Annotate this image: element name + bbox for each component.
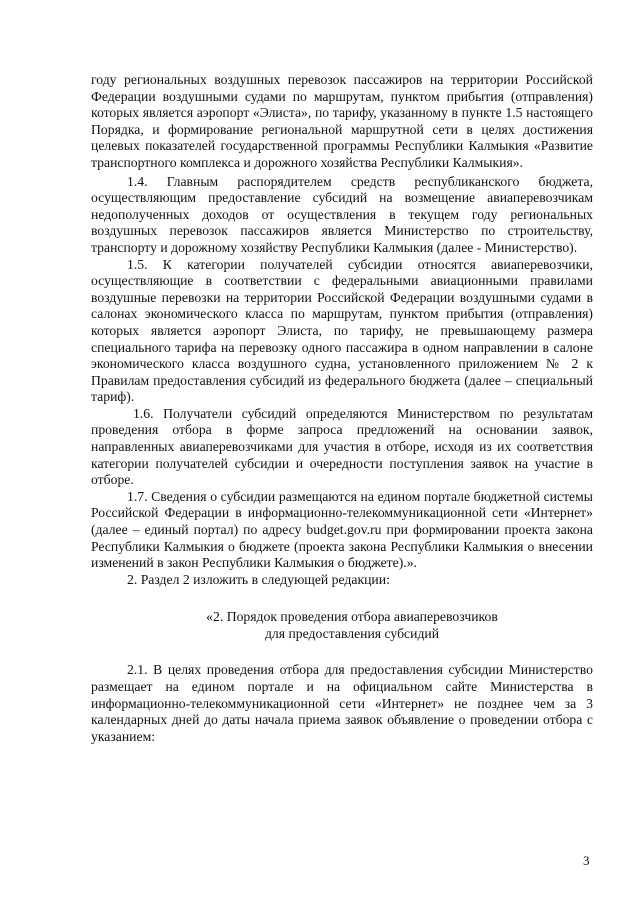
- paragraph-2-1: 2.1. В целях проведения отбора для предоставления субсидии Министерство размещает на едином портале и на официальном сайте Министерства в информационно-телекоммуникационной сети «Интернет» не позднее чем за 3 календарных дней до даты начала приема заявок объявление о проведении отбора с указанием:: [91, 662, 593, 744]
- page-number: 3: [583, 853, 590, 868]
- paragraph-intro: году региональных воздушных перевозок пассажиров на территории Российской Федерации воздушными судами по маршрутам, пунктом прибытия (отправления) которых является аэропорт «Элиста», по тарифу, указанному в пункте 1.5 настоящего Порядка, и формирование региональной маршрутной сети в целях достижения целевых показателей государственной программы Республики Калмыкия «Развитие транспортного комплекса и дорожного хозяйства Республики Калмыкия».: [91, 72, 593, 170]
- paragraph-1-7: 1.7. Сведения о субсидии размещаются на едином портале бюджетной системы Российской Федерации в информационно-телекоммуникационной сети «Интернет» (далее – единый портал) по адресу budget.gov.ru при формировании проекта закона Республики Калмыкия о бюджете (проекта закона Республики Калмыкия о внесении изменений в закон Республики Калмыкия о бюджете).».: [91, 488, 593, 571]
- paragraph-1-4: 1.4. Главным распорядителем средств республиканского бюджета, осуществляющим предоставление субсидий на возмещение авиаперевозчикам недополученных доходов от осуществления в текущем году региональных воздушных перевозок пассажиров является Министерство по строительству, транспорту и дорожному хозяйству Республики Калмыкия (далее - Министерство).: [91, 173, 593, 255]
- section-heading-line-2: для предоставления субсидий: [264, 626, 440, 642]
- paragraph-2-intro: 2. Раздел 2 изложить в следующей редакции:: [127, 571, 390, 587]
- paragraph-1-5: 1.5. К категории получателей субсидии относятся авиаперевозчики, осуществляющие в соответствии с федеральными авиационными правилами воздушные перевозки на территории Российской Федерации воздушными судами в салонах экономического класса по маршрутам, пунктом прибытия (отправления) которых является аэропорт Элиста, по тарифу, не превышающему размера специального тарифа на перевозку одного пассажира в одном направлении в салоне экономического класса воздушного судна, установленного приложением № 2 к Правилам предоставления субсидий из федерального бюджета (далее – специальный тариф).: [91, 256, 593, 405]
- section-heading-line-1: «2. Порядок проведения отбора авиаперевозчиков: [206, 609, 498, 625]
- paragraph-1-6: 1.6. Получатели субсидий определяются Министерством по результатам проведения отбора в форме запроса предложений на основании заявок, направленных авиаперевозчиками для участия в отборе, исходя из их соответствия категории получателей субсидии и очередности поступления заявок на участие в отборе.: [91, 405, 593, 488]
- document-body: [91, 72, 593, 745]
- section-heading: [91, 608, 593, 642]
